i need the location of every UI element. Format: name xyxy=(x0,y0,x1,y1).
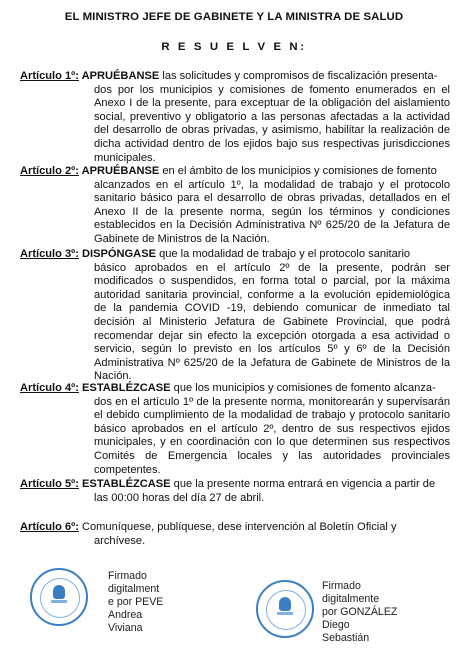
article-6 xyxy=(20,521,450,548)
government-seal-icon xyxy=(30,568,88,626)
article-label: Artículo 5º: xyxy=(20,478,79,490)
article-verb: APRUÉBANSE xyxy=(81,70,160,82)
article-verb: ESTABLÉZCASE xyxy=(82,382,171,394)
article-first-line: que los municipios y comisiones de fomento alcanza- xyxy=(170,382,436,394)
article-first-line: las solicitudes y compromisos de fiscalización presenta- xyxy=(159,70,438,82)
digital-signature-gonzalez: Firmado digitalmente por GONZÁLEZ Diego Sebastián xyxy=(322,580,398,644)
article-body: dos por los municipios y comisiones de fomento enumerados en el Anexo I de la presente, para exceptuar de la obligación del aislamiento social, preventivo y obligatorio a las personas afectadas a la actividad del desarrollo de obras privadas, y asimismo, habilitar la realización de dicha actividad dentro de los ejidos bajo sus respectivas jurisdicciones municipales. xyxy=(94,83,450,164)
article-body: básico aprobados en el artículo 2º de la presente, podrán ser modificados o suspendidos, en forma total o parcial, por la máxima autoridad sanitaria provincial, conforme a la evolución epidemiológica de la pandemia COVID -19, debiendo comunicar de inmediato tal decisión al Ministerio Jefatura de Gabinete Provincial, que podrá recomendar dejar sin efecto la excepción otorgada a esa actividad o servicio, según lo previsto en los artículos 5º y 6º de la Decisión Administrativa Nº 625/20 de la Jefatura de Gabinete de Ministros de la Nación. xyxy=(94,261,450,383)
article-first-line: en el ámbito de los municipios y comisiones de fomento xyxy=(159,165,437,177)
article-body: alcanzados en el artículo 1º, la modalidad de trabajo y el protocolo sanitario básico para el desarrollo de obras privadas, detallados en el Anexo II de la presente norma, según los términos y condiciones establecidos en la Decisión Administrativa Nº 625/20 de la Jefatura de Gabinete de Ministros de la Nación. xyxy=(94,178,450,245)
article-verb: ESTABLÉZCASE xyxy=(82,478,171,490)
article-verb: APRUÉBANSE xyxy=(81,165,160,177)
article-label: Artículo 2º: xyxy=(20,165,79,177)
article-body: dos en el artículo 1º de la presente norma, monitorearán y supervisarán el debido cumplimiento de la modalidad de trabajo y protocolo sanitario básico aprobados en el artículo 2º, dentro de sus respectivos ejidos municipales, y en coordinación con lo que determinen sus respectivos Comités de Emergencia locales y las autoridades provinciales competentes. xyxy=(94,395,450,476)
article-first-line: que la modalidad de trabajo y el protocolo sanitario xyxy=(156,248,411,260)
article-label: Artículo 3º: xyxy=(20,248,79,260)
resuelven-heading: R E S U E L V E N: xyxy=(161,41,307,53)
article-verb: DISPÓNGASE xyxy=(82,248,156,260)
document-title: EL MINISTRO JEFE DE GABINETE Y LA MINISTRA DE SALUD xyxy=(64,11,404,23)
article-first-line: Comuníquese, publíquese, dese intervención al Boletín Oficial y xyxy=(78,521,397,533)
article-body: las 00:00 horas del día 27 de abril. xyxy=(94,491,265,504)
digital-signature-peve: Firmado digitalment e por PEVE Andrea Viviana xyxy=(108,570,164,634)
article-4 xyxy=(20,382,450,477)
article-2 xyxy=(20,165,450,247)
article-label: Artículo 4º: xyxy=(20,382,79,394)
article-1 xyxy=(20,70,450,165)
article-label: Artículo 1º: xyxy=(20,70,79,82)
article-body: archívese. xyxy=(94,534,146,547)
article-first-line: que la presente norma entrará en vigencia a partir de xyxy=(170,478,436,490)
article-label: Artículo 6º: xyxy=(20,521,79,533)
article-5 xyxy=(20,478,450,505)
article-3 xyxy=(20,248,450,384)
government-seal-icon xyxy=(256,580,314,638)
